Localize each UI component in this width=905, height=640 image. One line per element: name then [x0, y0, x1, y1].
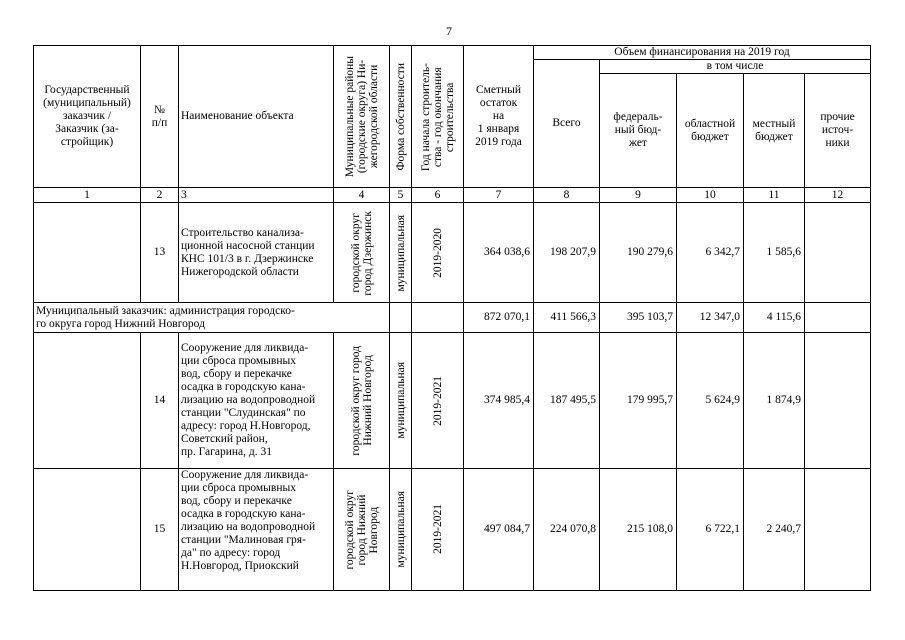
cell-estimate: 374 985,4: [464, 333, 534, 468]
column-number: 8: [534, 188, 600, 203]
financing-table: [33, 45, 871, 591]
cell-years: [412, 468, 464, 590]
column-number: 3: [179, 188, 334, 203]
cell-years: [412, 203, 464, 303]
cell-years: [412, 333, 464, 468]
cell-num: 13: [141, 203, 179, 303]
cell-local: 4 115,6: [744, 303, 805, 333]
cell-local: 1 585,6: [744, 203, 805, 303]
cell-district: [334, 203, 390, 303]
header-financing: Объем финансирования на 2019 год: [534, 46, 871, 60]
cell-ownership-text: муниципальная: [394, 214, 407, 292]
cell-object-name: Строительство канализа- ционной насосной станции КНС 101/3 в г. Дзержинске Нижегородской области: [179, 203, 334, 303]
cell-customer: [34, 468, 141, 590]
cell-ownership-text: муниципальная: [394, 491, 407, 568]
cell-other: [805, 303, 871, 333]
customer-group-row: [34, 303, 871, 333]
header-federal: федераль- ный бюд- жет: [600, 74, 677, 188]
header-num: № п/п: [141, 46, 179, 188]
column-number: 12: [805, 188, 871, 203]
cell-ownership: [390, 468, 412, 590]
cell-local: 2 240,7: [744, 468, 805, 590]
header-regional: областной бюджет: [677, 74, 744, 188]
cell-total: 187 495,5: [534, 333, 600, 468]
cell-object-name: Сооружение для ликвида- ции сброса промывных вод, сбору и перекачке осадка в городскую кана- лизацию на водопроводной станции "Слудинская" по адресу: город Н.Новгород, Советский район, пр. Гагарина, д. 31: [179, 333, 334, 468]
cell-estimate: 364 038,6: [464, 203, 534, 303]
header-row-1: [34, 46, 871, 60]
header-including: в том числе: [600, 60, 871, 74]
cell-object-name: Сооружение для ликвида- ции сброса промывных вод, сбору и перекачке осадка в городскую кана- лизацию на водопроводной станции "Малиновая гря- да" по адресу: город Н.Новгород, Приокский: [179, 468, 334, 590]
cell-years-text: 2019-2021: [431, 504, 444, 555]
cell-district-text: городской округ город Нижний Новгород: [343, 489, 380, 570]
header-other: прочие источ- ники: [805, 74, 871, 188]
column-number: 10: [677, 188, 744, 203]
cell-customer: [34, 333, 141, 468]
cell-ownership: [390, 203, 412, 303]
cell-other: [805, 468, 871, 590]
cell-federal: 190 279,6: [600, 203, 677, 303]
cell-regional: 6 342,7: [677, 203, 744, 303]
table-row: [34, 333, 871, 468]
header-district: [334, 46, 390, 188]
cell-customer: [34, 203, 141, 303]
column-number: 1: [34, 188, 141, 203]
cell-district: [334, 468, 390, 590]
header-years-text: Год начала строитель- ства - год окончания строительства: [419, 62, 456, 171]
column-number: 4: [334, 188, 390, 203]
cell-total: 198 207,9: [534, 203, 600, 303]
column-number: 9: [600, 188, 677, 203]
cell-other: [805, 203, 871, 303]
cell-regional: 6 722,1: [677, 468, 744, 590]
header-years: [412, 46, 464, 188]
column-number: 5: [390, 188, 412, 203]
header-local: местный бюджет: [744, 74, 805, 188]
header-district-text: Муниципальные районы (городские округа) Ни- жегородской области: [343, 56, 380, 178]
header-ownership: [390, 46, 412, 188]
header-ownership-text: Форма собственности: [394, 62, 407, 171]
cell-district-text: городской округ город Дзержинск: [349, 210, 374, 296]
cell-estimate: 872 070,1: [464, 303, 534, 333]
cell-ownership-text: муниципальная: [394, 362, 407, 439]
cell-federal: 179 995,7: [600, 333, 677, 468]
cell-customer-group: Муниципальный заказчик: администрация городско- го округа город Нижний Новгород: [34, 303, 390, 333]
cell-regional: 12 347,0: [677, 303, 744, 333]
cell-regional: 5 624,9: [677, 333, 744, 468]
cell-district: [334, 333, 390, 468]
cell-num: 14: [141, 333, 179, 468]
column-number: 7: [464, 188, 534, 203]
cell-num: 15: [141, 468, 179, 590]
cell-total: 224 070,8: [534, 468, 600, 590]
cell-ownership: [390, 333, 412, 468]
column-number: 11: [744, 188, 805, 203]
table-row: [34, 468, 871, 590]
header-customer: Государственный (муниципальный) заказчик / Заказчик (за- стройщик): [34, 46, 141, 188]
cell-estimate: 497 084,7: [464, 468, 534, 590]
cell-ownership: [390, 303, 412, 333]
header-name: Наименование объекта: [179, 46, 334, 188]
cell-local: 1 874,9: [744, 333, 805, 468]
page-number: 7: [446, 24, 452, 38]
column-number: 6: [412, 188, 464, 203]
cell-years-text: 2019-2020: [431, 227, 444, 278]
column-number-row: [34, 188, 871, 203]
cell-federal: 215 108,0: [600, 468, 677, 590]
cell-district-text: городской округ город Нижний Новгород: [349, 345, 374, 456]
header-total: Всего: [534, 60, 600, 188]
cell-years-text: 2019-2021: [431, 375, 444, 426]
cell-years: [412, 303, 464, 333]
table-row: [34, 203, 871, 303]
header-estimate: Сметный остаток на 1 января 2019 года: [464, 46, 534, 188]
column-number: 2: [141, 188, 179, 203]
cell-other: [805, 333, 871, 468]
cell-total: 411 566,3: [534, 303, 600, 333]
cell-federal: 395 103,7: [600, 303, 677, 333]
